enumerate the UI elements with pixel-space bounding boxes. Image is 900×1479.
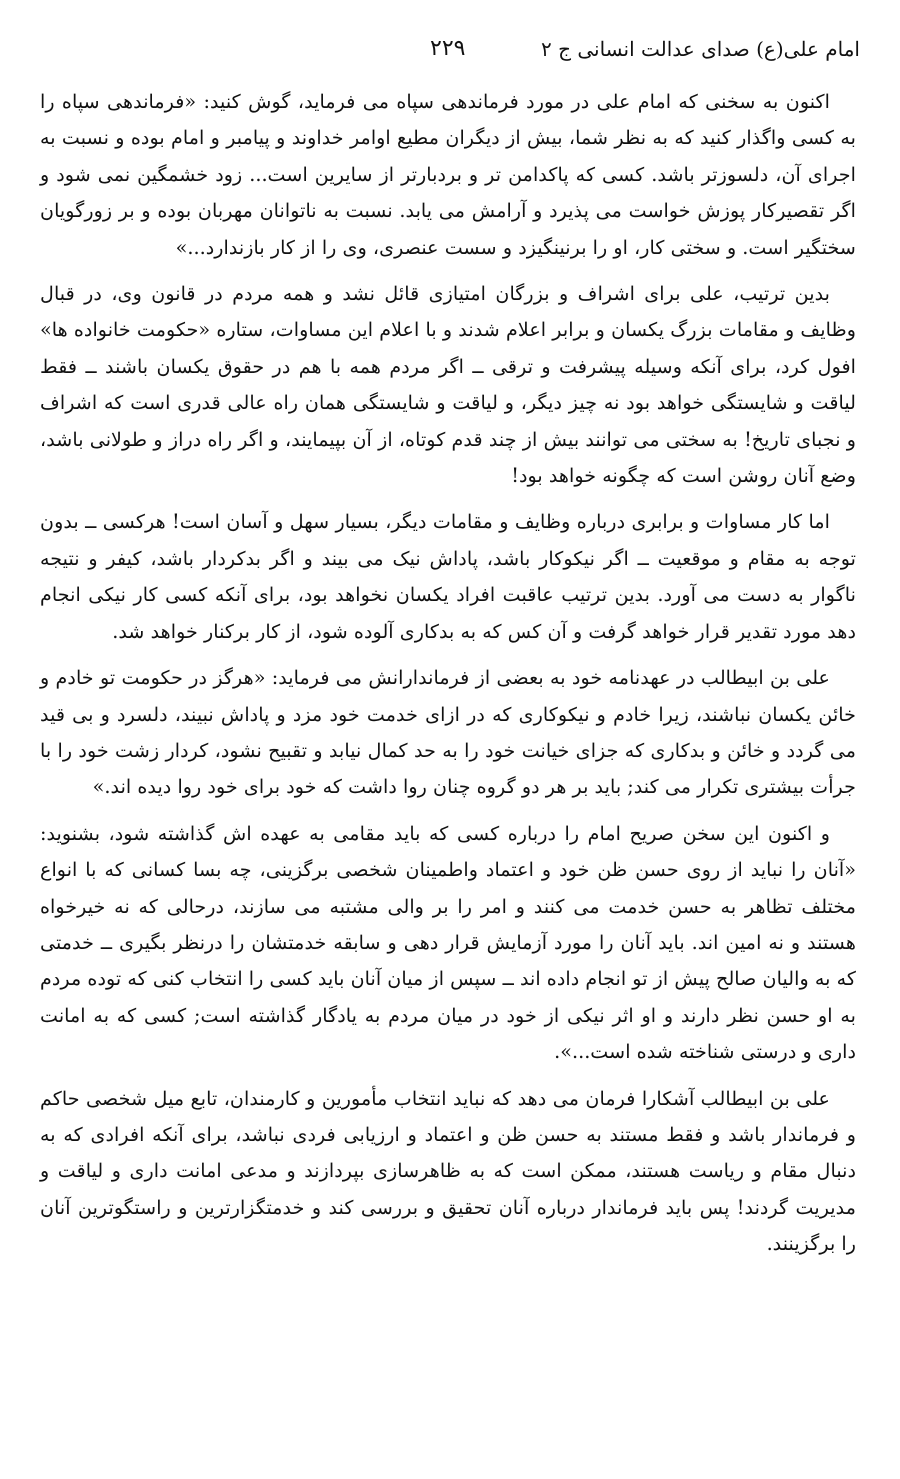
paragraph: اکنون به سخنی که امام علی در مورد فرماندهی سپاه می فرماید، گوش کنید: «فرماندهی سپاه را به کسی واگذار کنید که به نظر شما، بیش از دیگران مطیع اوامر خداوند و پیامبر و امام بوده و نسبت به اجرای آن، دلسوزتر باشد. کسی که پاکدامن تر و بردبارتر از سایرین است... زود خشمگین نمی شود و اگر تقصیرکار پوزش خواست می پذیرد و آرامش می یابد. نسبت به ناتوانان مهربان بوده و بر زورگویان سختگیر است. و سختی کار، او را برنینگیزد و سست عنصری، وی را از کار بازندارد...» <box>40 90 856 259</box>
paragraph: بدین ترتیب، علی برای اشراف و بزرگان امتیازی قائل نشد و همه مردم در قانون وی، در قبال وظایف و مقامات بزرگ یکسان و برابر اعلام شدند و با اعلام این مساوات، ستاره «حکومت خانواده ها» افول کرد، برای آنکه وسیله پیشرفت و ترقی ــ اگر مردم همه با هم در حقوق یکسان باشند ــ فقط لیاقت و شایستگی خواهد بود نه چیز دیگر، و لیاقت و شایستگی همان راه عالی قدری است که اشراف و نجبای تاریخ! به سختی می توانند بیش از چند قدم کوتاه، از آن بپیمایند، و اگر راه دراز و طولانی باشد، وضع آنان روشن است که چگونه خواهد بود! <box>40 282 856 488</box>
paragraph: علی بن ابیطالب در عهدنامه خود به بعضی از فرماندارانش می فرماید: «هرگز در حکومت تو خادم و خائن یکسان نباشند، زیرا خادم و نیکوکاری که در ازای خدمت خود مزد و پاداش نبیند، دلسرد و بی قید می گردد و خائن و بدکاری که جزای خیانت خود را به حد کمال نیابد و تقبیح نشود، کردار زشت خود را با جرأت بیشتری تکرار می کند; باید بر هر دو گروه چنان روا داشت که خود برای خود روا دیده اند.» <box>40 666 856 799</box>
paragraph: اما کار مساوات و برابری درباره وظایف و مقامات دیگر، بسیار سهل و آسان است! هرکسی ــ بدون توجه به مقام و موقعیت ــ اگر نیکوکار باشد، پاداش نیک می بیند و اگر بدکردار باشد، کیفر و نتیجه ناگوار به دست می آورد. بدین ترتیب عاقبت افراد یکسان نخواهد بود، برای آنکه کسی کار نیکی انجام دهد مورد تقدیر قرار خواهد گرفت و آن کس که به بدکاری آلوده شود، از کار برکنار خواهد شد. <box>40 510 856 643</box>
running-title: امام علی(ع) صدای عدالت انسانی ج ۲ <box>540 37 860 61</box>
page-header <box>40 34 860 68</box>
body-text <box>40 84 856 1273</box>
page-number: ۲۲۹ <box>430 36 466 61</box>
paragraph: و اکنون این سخن صریح امام را درباره کسی که باید مقامی به عهده اش گذاشته شود، بشنوید: «آنان را نباید از روی حسن ظن خود و اعتماد واطمینان شخصی برگزینی، چه بسا کسانی که با انواع مختلف تظاهر به حسن خدمت می کنند و امر را بر والی مشتبه می سازند، درحالی که نه خیرخواه هستند و نه امین اند. باید آنان را مورد آزمایش قرار دهی و سابقه خدمتشان را درنظر بگیری ــ خدمتی که به والیان صالح پیش از تو انجام داده اند ــ سپس از میان آنان باید کسی را انتخاب کنی که توده مردم به او حسن نظر دارند و او اثر نیکی از خود در میان مردم به یادگار گذاشته است; کسی که به امانت داری و درستی شناخته شده است...». <box>40 821 856 1064</box>
paragraph: علی بن ابیطالب آشکارا فرمان می دهد که نباید انتخاب مأمورین و کارمندان، تابع میل شخصی حاکم و فرماندار باشد و فقط مستند به حسن ظن و اعتماد و ارزیابی فردی نباشد، برای آنکه افرادی که به دنبال مقام و ریاست هستند، ممکن است که به ظاهرسازی بپردازند و مدعی امانت داری و لیاقت و مدیریت گردند! پس باید فرماندار درباره آنان تحقیق و بررسی کند و خدمتگزارترین و راستگوترین آنان را برگزینند. <box>40 1086 856 1256</box>
